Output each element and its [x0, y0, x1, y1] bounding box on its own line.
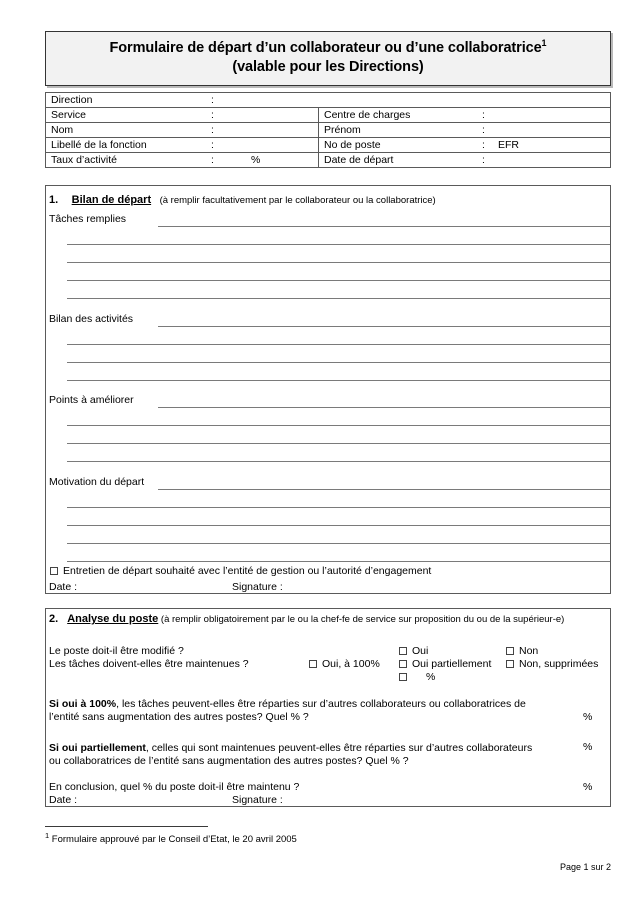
checkbox-row-oui-100[interactable] — [309, 658, 380, 671]
checkbox-label-oui-100: Oui, à 100% — [322, 658, 380, 670]
table-row — [45, 137, 611, 153]
question-taches-maintenues: Les tâches doivent-elles être maintenues ? — [49, 658, 249, 670]
paragraph-si-oui-100-line2: l’entité sans augmentation des autres postes? Quel % ? — [49, 711, 309, 723]
write-line[interactable] — [67, 362, 610, 363]
field-label-motivation-depart: Motivation du départ — [49, 476, 145, 488]
date-label-section-2: Date : — [49, 794, 78, 806]
footnote-marker: 1 — [45, 830, 50, 840]
checkbox-label-entretien-depart: Entretien de départ souhaité avec l’entité de gestion ou l’autorité d’engagement — [63, 565, 432, 577]
page-title-text: Formulaire de départ d’un collaborateur ou d’une collaboratrice — [109, 40, 542, 56]
footer-page-number: Page 1 sur 2 — [559, 862, 611, 872]
question-conclusion: En conclusion, quel % du poste doit-il être maintenu ? — [49, 781, 300, 793]
percent-si-oui-partiellement: % — [583, 741, 593, 753]
page-subtitle: (valable pour les Directions) — [232, 59, 424, 75]
field-label-nom: Nom — [51, 124, 74, 136]
paragraph-si-oui-partiellement — [49, 741, 579, 755]
field-label-direction: Direction — [51, 94, 93, 106]
signature-label-section-1: Signature : — [232, 581, 283, 593]
checkbox-icon[interactable] — [399, 647, 407, 655]
write-line[interactable] — [67, 380, 610, 381]
colon: : — [211, 154, 214, 166]
checkbox-icon[interactable] — [399, 673, 407, 681]
write-line[interactable] — [158, 226, 610, 227]
section-2-note: (à remplir obligatoirement par le ou la chef-fe de service sur proposition du ou de la supérieur-e) — [160, 614, 565, 625]
checkbox-icon[interactable] — [50, 567, 58, 575]
write-line[interactable] — [67, 443, 610, 444]
colon: : — [211, 94, 214, 106]
colon: : — [211, 109, 214, 121]
colon: : — [211, 139, 214, 151]
checkbox-row-entretien-depart[interactable] — [50, 565, 431, 578]
paragraph-si-oui-100-rest: , les tâches peuvent-elles être réparties sur d’autres collaborateurs ou collaboratrices de — [116, 698, 526, 710]
section-1-container — [45, 185, 611, 594]
section-1-note: (à remplir facultativement par le collaborateur ou la collaboratrice) — [159, 195, 436, 206]
section-2-title: Analyse du poste — [67, 613, 159, 625]
checkbox-label-percent: % — [426, 671, 436, 683]
table-row — [45, 107, 611, 123]
checkbox-icon[interactable] — [399, 660, 407, 668]
section-2-header-text — [49, 613, 606, 626]
checkbox-icon[interactable] — [309, 660, 317, 668]
column-divider — [318, 153, 319, 167]
field-label-no-de-poste: No de poste — [324, 139, 381, 151]
checkbox-row-non[interactable] — [506, 645, 538, 658]
document-title-box — [45, 31, 611, 86]
paragraph-si-oui-partiellement-line2: ou collaboratrices de l’entité sans augmentation des autres postes? Quel % ? — [49, 755, 409, 767]
checkbox-row-non-supprimees[interactable] — [506, 658, 598, 671]
section-2-number: 2. — [49, 613, 59, 625]
write-line[interactable] — [67, 561, 610, 562]
write-line[interactable] — [67, 344, 610, 345]
colon: : — [482, 124, 485, 136]
checkbox-label-non: Non — [519, 645, 539, 657]
write-line[interactable] — [158, 489, 610, 490]
colon: : — [482, 139, 485, 151]
paragraph-si-oui-100 — [49, 697, 579, 711]
checkbox-icon[interactable] — [506, 660, 514, 668]
column-divider — [318, 123, 319, 137]
title-footnote-marker: 1 — [541, 38, 547, 49]
page-title — [52, 39, 604, 58]
write-line[interactable] — [67, 262, 610, 263]
field-label-taux-activite: Taux d’activité — [51, 154, 117, 166]
colon: : — [211, 124, 214, 136]
field-value-taux-activite[interactable]: % — [251, 154, 261, 166]
write-line[interactable] — [67, 543, 610, 544]
checkbox-label-oui: Oui — [412, 645, 429, 657]
checkbox-row-oui[interactable] — [399, 645, 428, 658]
percent-conclusion: % — [583, 781, 593, 793]
footnote — [45, 830, 297, 846]
write-line[interactable] — [67, 425, 610, 426]
field-label-service: Service — [51, 109, 87, 121]
section-1-number: 1. — [49, 194, 59, 206]
question-poste-modifie: Le poste doit-il être modifié ? — [49, 645, 184, 657]
checkbox-icon[interactable] — [506, 647, 514, 655]
field-label-bilan-activites: Bilan des activités — [49, 313, 134, 325]
field-value-no-de-poste[interactable]: EFR — [498, 139, 519, 151]
write-line[interactable] — [67, 525, 610, 526]
column-divider — [318, 138, 319, 152]
write-line[interactable] — [158, 407, 610, 408]
field-label-centre-de-charges: Centre de charges — [324, 109, 411, 121]
checkbox-label-oui-partiellement: Oui partiellement — [412, 658, 492, 670]
checkbox-label-non-supprimees: Non, supprimées — [519, 658, 599, 670]
table-row — [45, 92, 611, 108]
colon: : — [482, 109, 485, 121]
write-line[interactable] — [67, 280, 610, 281]
write-line[interactable] — [67, 461, 610, 462]
percent-si-oui-100: % — [583, 711, 593, 723]
section-1-header — [49, 190, 436, 208]
section-2-header — [49, 613, 606, 626]
write-line[interactable] — [67, 244, 610, 245]
paragraph-si-oui-100-bold: Si oui à 100% — [49, 698, 117, 710]
checkbox-row-percent[interactable] — [399, 671, 435, 684]
date-label-section-1: Date : — [49, 581, 78, 593]
paragraph-si-oui-partiellement-bold: Si oui partiellement — [49, 742, 146, 754]
write-line[interactable] — [67, 298, 610, 299]
checkbox-row-oui-partiellement[interactable] — [399, 658, 491, 671]
column-divider — [318, 108, 319, 122]
write-line[interactable] — [67, 507, 610, 508]
field-label-date-depart: Date de départ — [324, 154, 394, 166]
table-row — [45, 152, 611, 168]
write-line[interactable] — [158, 326, 610, 327]
field-label-libelle-fonction: Libellé de la fonction — [51, 139, 147, 151]
field-label-points-ameliorer: Points à améliorer — [49, 394, 134, 406]
field-label-taches-remplies: Tâches remplies — [49, 213, 127, 225]
field-label-prenom: Prénom — [324, 124, 361, 136]
table-row — [45, 122, 611, 138]
colon: : — [482, 154, 485, 166]
footnote-separator — [45, 826, 208, 827]
footnote-text: Formulaire approuvé par le Conseil d’Etat, le 20 avril 2005 — [49, 834, 297, 845]
paragraph-si-oui-partiellement-rest: , celles qui sont maintenues peuvent-elles être réparties sur d’autres collaborateurs — [145, 742, 533, 754]
signature-label-section-2: Signature : — [232, 794, 283, 806]
section-1-title: Bilan de départ — [71, 194, 152, 206]
